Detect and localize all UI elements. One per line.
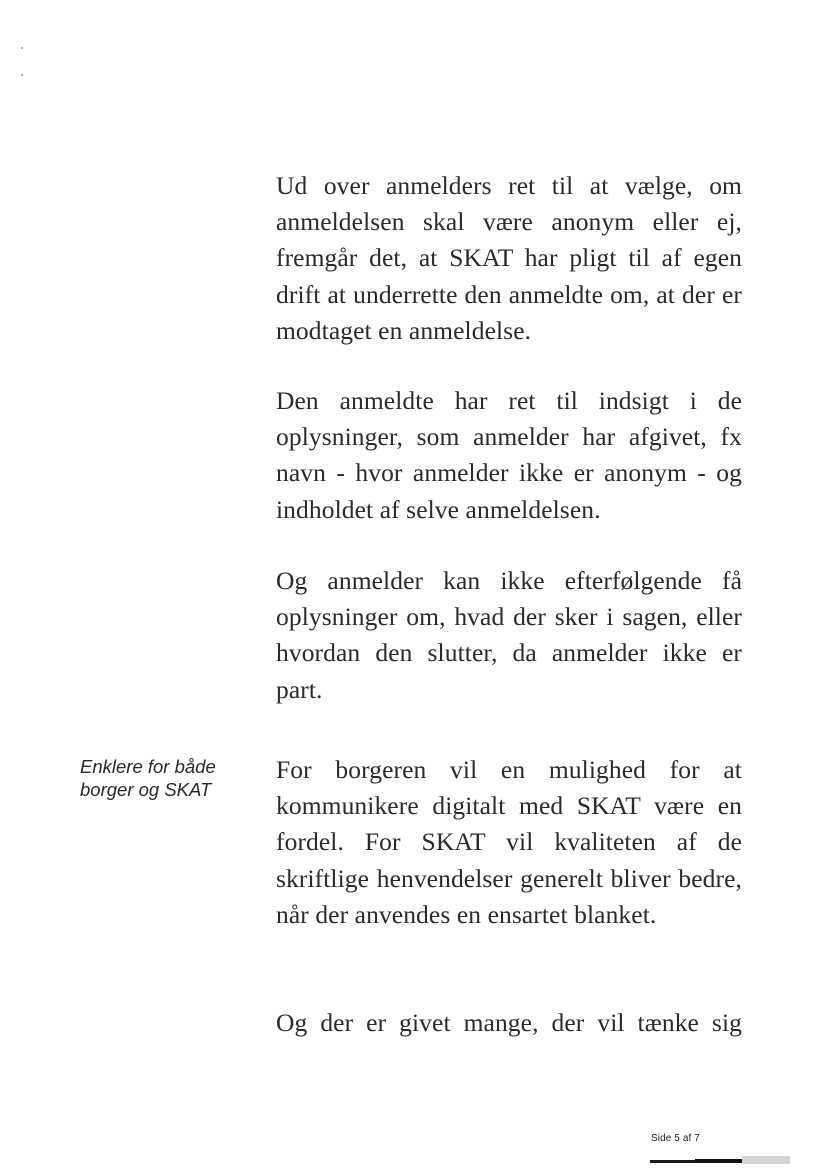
body-paragraph: For borgeren vil en mulighed for at kommunikere digitalt med SKAT være en fordel. For SKAT vil kvaliteten af de skriftlige henvendelser generelt bliver bedre, når der anvendes en ensartet blanket. xyxy=(276,755,742,929)
margin-note-line: Enklere for både xyxy=(80,756,216,777)
footer-rule xyxy=(650,1156,790,1164)
margin-note-line: borger og SKAT xyxy=(80,778,212,800)
body-paragraph: Den anmeldte har ret til indsigt i de oplysninger, som anmelder har afgivet, fx navn - hvor anmelder ikke er anonym - og indholdet af selve anmeldelsen. xyxy=(276,386,742,524)
scan-artifact-dot xyxy=(21,74,23,76)
footer-rule-light-segment xyxy=(742,1156,790,1164)
footer-rule-dark-segment xyxy=(695,1159,742,1163)
body-paragraph: Og anmelder kan ikke efterfølgende få oplysninger om, hvad der sker i sagen, eller hvordan den slutter, da anmelder ikke er part. xyxy=(276,566,742,704)
scan-artifact-dot xyxy=(21,47,23,49)
page-number: Side 5 af 7 xyxy=(651,1133,700,1144)
body-paragraph: Og der er givet mange, der vil tænke sig xyxy=(276,1008,742,1037)
body-paragraph: Ud over anmelders ret til at vælge, om anmeldelsen skal være anonym eller ej, fremgår det, at SKAT har pligt til af egen drift at underrette den anmeldte om, at der er modtaget en anmeldelse. xyxy=(276,171,742,345)
margin-note xyxy=(80,756,250,801)
